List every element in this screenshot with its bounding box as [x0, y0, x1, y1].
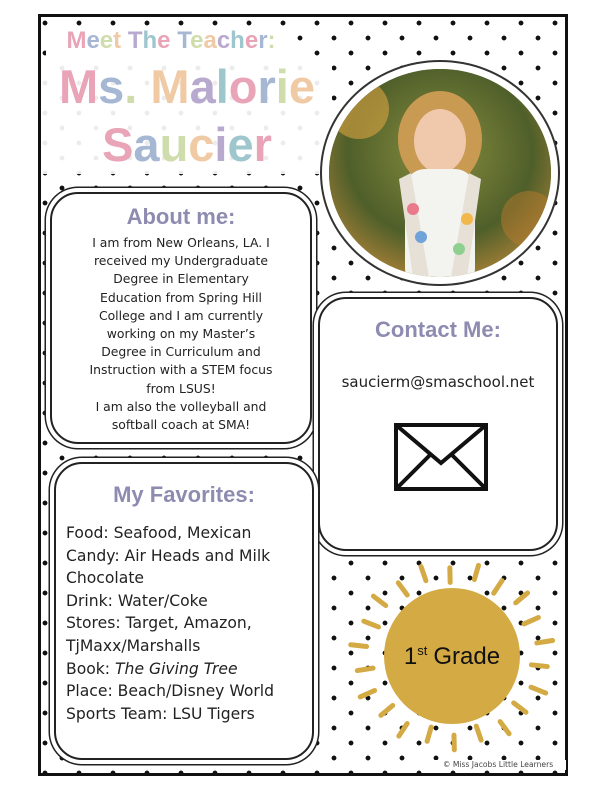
sun-ray	[381, 705, 393, 715]
favorite-item	[66, 612, 312, 657]
teacher-name	[42, 58, 332, 174]
favorite-label: Candy:	[66, 546, 125, 565]
sun-ray	[500, 722, 509, 734]
sun-ray	[360, 690, 374, 696]
teacher-photo	[329, 69, 551, 277]
about-me-box	[50, 192, 312, 444]
sun-grade-badge	[346, 558, 558, 754]
about-me-line: I am from New Orleans, LA. I	[92, 235, 270, 250]
contact-box	[318, 297, 558, 551]
favorite-value: Water/Coke	[117, 591, 208, 610]
favorites-box	[54, 462, 314, 760]
favorite-value: LSU Tigers	[172, 704, 255, 723]
teacher-name-line2: Saucier	[102, 118, 272, 171]
favorite-label: Stores:	[66, 614, 126, 633]
favorites-heading: My Favorites:	[113, 482, 255, 507]
favorite-label: Place:	[66, 682, 118, 701]
favorite-label: Book:	[66, 659, 116, 678]
sun-ray	[398, 583, 407, 595]
sun-ray	[494, 581, 502, 594]
about-me-line: from LSUS!	[146, 380, 216, 396]
favorite-label: Food:	[66, 524, 114, 542]
favorite-item	[66, 522, 312, 545]
email-address[interactable]: saucierm@smaschool.net	[341, 373, 535, 391]
sun-ray	[421, 567, 426, 581]
about-me-line: Degree in Elementary	[113, 271, 249, 287]
favorite-value: Air Heads and Milk Chocolate	[66, 546, 276, 588]
favorite-label: Sports Team:	[66, 704, 173, 723]
sun-ray	[531, 665, 547, 667]
favorite-value: The Giving Tree	[115, 659, 238, 678]
about-me-heading: About me:	[126, 204, 236, 229]
contact-heading: Contact Me:	[375, 317, 501, 342]
sun-ray	[351, 645, 367, 647]
teacher-name-line1: Ms. Malorie	[59, 60, 315, 113]
favorite-value: Seafood, Mexican	[113, 524, 252, 542]
favorite-value: Beach/Disney World	[117, 682, 275, 701]
sun-ray	[364, 621, 379, 627]
meet-the-teacher-title: Meet The Teacher:	[46, 26, 296, 56]
about-me-text	[62, 234, 300, 434]
sun-ray	[474, 565, 478, 579]
favorite-label: Drink:	[66, 591, 118, 610]
about-me-line: received my Undergraduate	[93, 253, 269, 269]
about-me-line: I am also the volleyball and	[95, 398, 267, 414]
sun-ray	[373, 596, 385, 605]
favorite-item	[66, 658, 312, 681]
sun-ray	[476, 726, 481, 740]
about-me-line: Degree in Curriculum and	[101, 344, 261, 360]
sun-ray	[357, 668, 373, 670]
sun-ray	[531, 687, 546, 693]
sun-ray	[427, 727, 431, 741]
about-me-line: Instruction with a STEM focus	[89, 362, 273, 378]
envelope-icon	[394, 423, 488, 491]
grade-label: 1st Grade	[403, 643, 501, 670]
about-me-line: College and I am currently	[98, 307, 264, 323]
favorites-list	[66, 522, 312, 725]
favorite-item	[66, 590, 312, 613]
teacher-photo-illustration	[329, 69, 551, 277]
sun-ray	[516, 593, 528, 603]
favorite-item	[66, 703, 312, 726]
sun-ray	[537, 641, 553, 643]
about-me-line: working on my Master’s	[106, 326, 256, 342]
favorite-item	[66, 545, 312, 590]
about-me-line: Education from Spring Hill	[100, 289, 262, 305]
favorite-item	[66, 680, 312, 703]
sun-ray	[524, 617, 538, 623]
sun-ray	[399, 724, 407, 737]
about-me-line: softball coach at SMA!	[111, 417, 251, 433]
copyright-credit: © Miss Jacobs Little Learners	[430, 760, 566, 770]
sun-ray	[514, 703, 526, 712]
favorite-value: Target, Amazon, TjMaxx/Marshalls	[66, 614, 257, 655]
